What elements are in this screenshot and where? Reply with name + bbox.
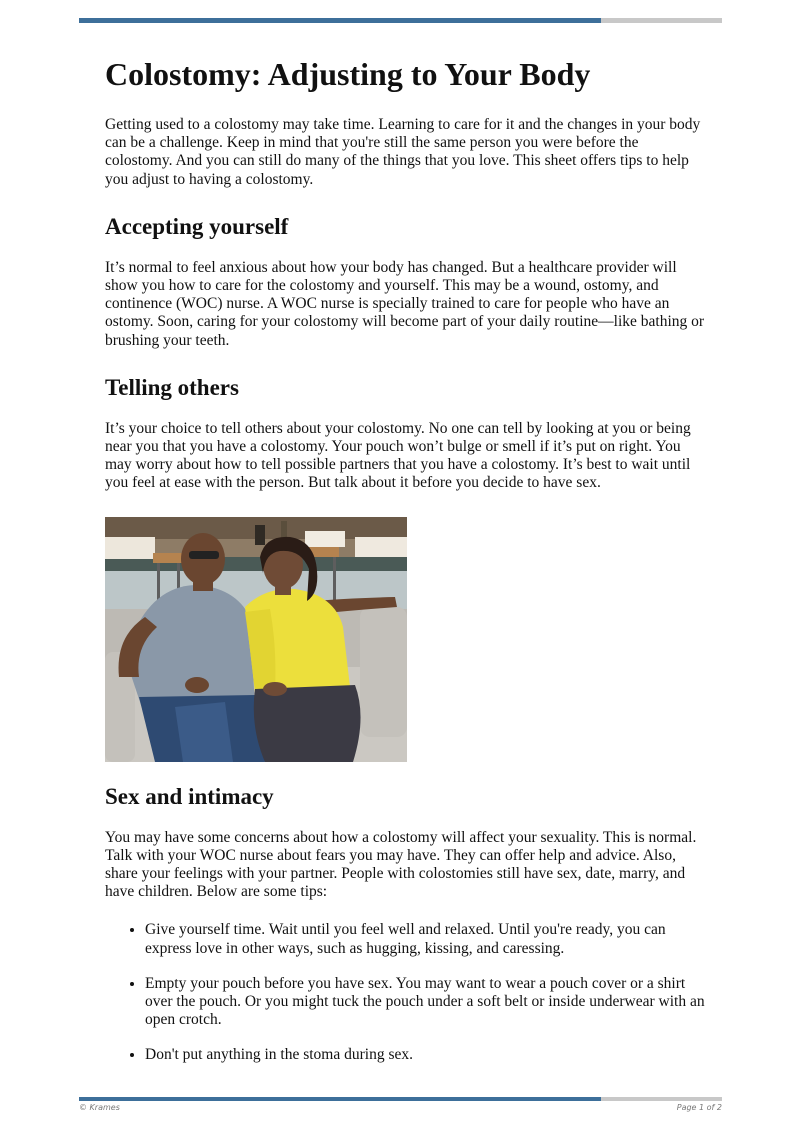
footer-copyright: © Krames	[79, 1103, 120, 1112]
section-body-sex: You may have some concerns about how a colostomy will affect your sexuality. This is normal. Talk with your WOC nurse about fears you may have. They can offer help and advice. Also, share your feelings with your partner. People with colostomies still have sex, date, marry, and have children. Below are some tips:	[105, 828, 697, 901]
list-item: • Empty your pouch before you have sex. You may want to wear a pouch cover or a shirt over the pouch. Or you might tuck the pouch under a soft belt or inside underwear with an open crotch.	[145, 975, 705, 1030]
section-body-telling: It’s your choice to tell others about your colostomy. No one can tell by looking at you or being near you that you have a colostomy. Your pouch won’t bulge or smell if it’s put on right. You may worry about how to tell possible partners that you have a colostomy. It’s best to wait until you feel at ease with the person. But talk about it before you decide to have sex.	[105, 419, 691, 492]
section-heading-sex: Sex and intimacy	[105, 783, 274, 809]
footer-page-number: Page 1 of 2	[676, 1103, 722, 1112]
list-item: • Give yourself time. Wait until you feel well and relaxed. Until you're ready, you can express love in other ways, such as hugging, kissing, and caressing.	[145, 921, 705, 957]
header-progress-bar	[79, 18, 722, 23]
couple-on-couch-photo	[105, 517, 407, 762]
intro-paragraph: Getting used to a colostomy may take time. Learning to care for it and the changes in your body can be a challenge. Keep in mind that you're still the same person you were before the colostomy. And you can still do many of the things that you love. This sheet offers tips to help you adjust to having a colostomy.	[105, 116, 701, 188]
section-body-accepting: It’s normal to feel anxious about how your body has changed. But a healthcare provider will show you how to care for the colostomy and yourself. This may be a wound, ostomy, and continence (WOC) nurse. A WOC nurse is specially trained to care for people who have an ostomy. Soon, caring for your colostomy will become part of your daily routine—like bathing or brushing your teeth.	[105, 258, 705, 349]
header-progress-fill	[79, 18, 601, 23]
footer-progress-fill	[79, 1097, 601, 1101]
section-heading-telling: Telling others	[105, 374, 239, 400]
document-body	[105, 54, 705, 1082]
section-heading-accepting: Accepting yourself	[105, 213, 289, 239]
tips-list	[105, 921, 705, 1064]
page-title: Colostomy: Adjusting to Your Body	[105, 56, 591, 92]
footer-progress-bar	[79, 1097, 722, 1101]
list-item: • Don't put anything in the stoma during sex.	[145, 1046, 705, 1064]
